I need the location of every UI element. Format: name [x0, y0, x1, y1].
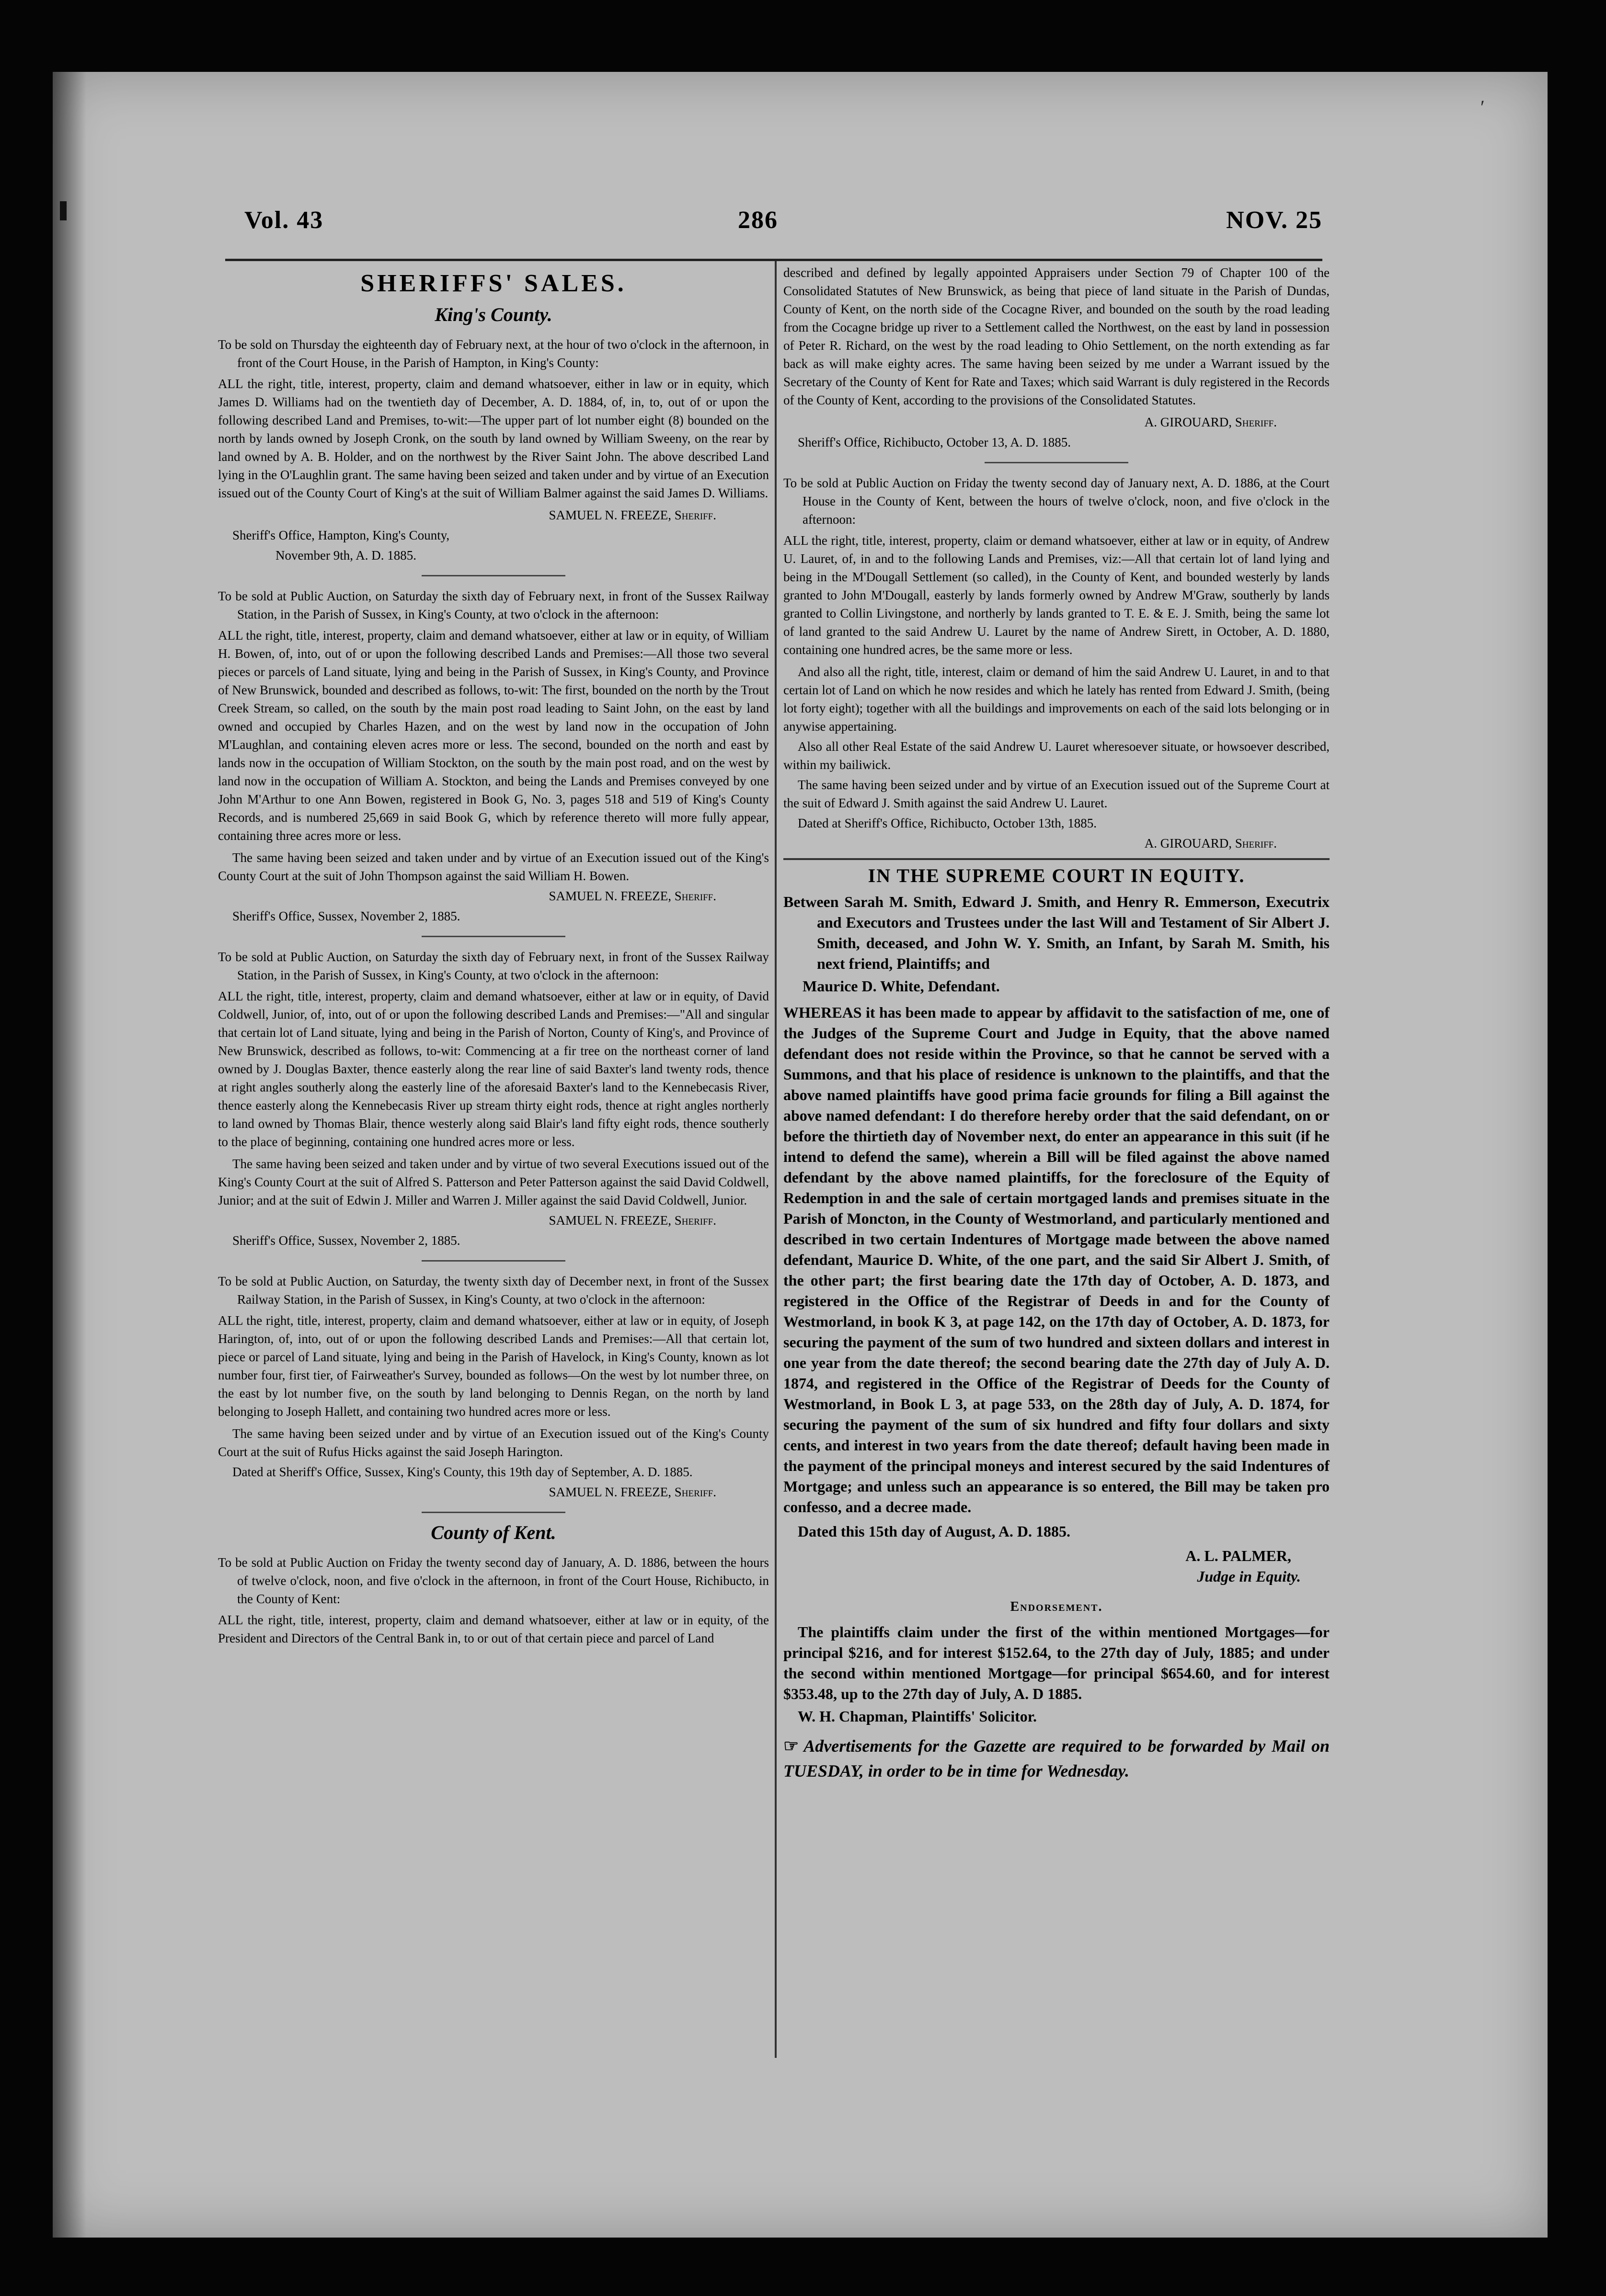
- page-corner-mark: ʹ: [1480, 96, 1485, 118]
- sale-3-intro: To be sold at Public Auction, on Saturday the sixth day of February next, in front of the Sussex Railway Station, in the Parish of Sussex, in King's County, at two o'clock in the afternoon:: [218, 950, 769, 982]
- divider-rule: [422, 575, 565, 576]
- sale-2-seized: The same having been seized and taken under and by virtue of an Execution issued out of the King's County Court at the suit of John Thompson against the said William H. Bowen.: [218, 850, 769, 883]
- sale-4-body: ALL the right, title, interest, property, claim and demand whatsoever, either at law or in equity, of Joseph Harington, of, into, out of or upon the following described Lands and Premises:—All that certain lot, piece or parcel of Land situate, lying and being in the Parish of Havelock, in King's County, known as lot number four, first tier, of Fairweather's Survey, bounded as follows—On the west by lot number three, on the east by lot number five, on the south by land belonging to Dennis Regan, on the north by land belonging to Joseph Hallett, and containing two hundred acres more or less.: [218, 1313, 769, 1419]
- court-notice-rule: [783, 858, 1330, 860]
- column-divider: [775, 261, 777, 2058]
- divider-rule: [422, 936, 565, 937]
- kent-sale-2-seized: The same having been seized under and by virtue of an Execution issued out of the Supreme Court at the suit of Edward J. Smith against the said Andrew U. Lauret.: [783, 778, 1330, 810]
- sale-1-signature: SAMUEL N. FREEZE, Sheriff.: [549, 508, 716, 522]
- header-rule: [225, 259, 1322, 261]
- kent-sale-2-also-2: Also all other Real Estate of the said Andrew U. Lauret wheresoever situate, or howsoever described, within my bailiwick.: [783, 739, 1330, 772]
- left-column: [218, 264, 769, 1651]
- sale-4-signature: SAMUEL N. FREEZE, Sheriff.: [549, 1485, 716, 1499]
- kent-sale-2-dated: Dated at Sheriff's Office, Richibucto, October 13th, 1885.: [798, 816, 1097, 830]
- divider-rule: [422, 1260, 565, 1262]
- kent-sale-2-signature: A. GIROUARD, Sheriff.: [1144, 836, 1277, 850]
- advert-text: Advertisements for the Gazette are required to be forwarded by Mail on TUESDAY, in order to be in time for Wednesday.: [783, 1736, 1330, 1780]
- kent-sale-1-intro: To be sold at Public Auction on Friday the twenty second day of January, A. D. 1886, between the hours of twelve o'clock, noon, and five o'clock in the afternoon, in front of the Court House, Richibucto, in the County of Kent:: [218, 1555, 769, 1606]
- sale-2-intro: To be sold at Public Auction, on Saturday the sixth day of February next, in front of the Sussex Railway Station, in the Parish of Sussex, in King's County, at two o'clock in the afternoon:: [218, 589, 769, 621]
- judge-name: A. L. PALMER,: [1185, 1547, 1291, 1564]
- pointing-hand-icon: ☞: [783, 1736, 799, 1756]
- sale-2-signature: SAMUEL N. FREEZE, Sheriff.: [549, 889, 716, 903]
- kent-sale-1-continued: described and defined by legally appointed Appraisers under Section 79 of Chapter 100 of the Consolidated Statutes of New Brunswick, as being that piece of land situate in the Parish of Dundas, County of Kent, on the north side of the Cocagne River, and bounded on the south by the road leading from the Cocagne bridge up river to a Settlement called the Northwest, on the east by land in possession of Peter R. Richard, on the west by the road leading to Ohio Settlement, on the north extending as far back as will make eighty acres. The same having been seized by me under a Warrant issued by the Secretary of the County of Kent for Rate and Taxes; which said Warrant is duly registered in the Records of the County of Kent, according to the provisions of the Consolidated Statutes.: [783, 265, 1330, 407]
- kings-county-heading: King's County.: [435, 304, 552, 325]
- kent-sale-1-body: ALL the right, title, interest, property, claim and demand whatsoever, either at law or in equity, of the President and Directors of the Central Bank in, to or out of that certain piece and parcel of Land: [218, 1613, 769, 1645]
- judge-title: Judge in Equity.: [1197, 1568, 1301, 1585]
- court-defendant: Maurice D. White, Defendant.: [803, 977, 1000, 995]
- sale-1-office: Sheriff's Office, Hampton, King's County,: [232, 528, 450, 542]
- right-column: [783, 264, 1330, 1783]
- kent-sale-2-body: ALL the right, title, interest, property, claim or demand whatsoever, either at law or in equity, of Andrew U. Lauret, of, in and to the following Lands and Premises, viz:—All that certain lot of land lying and being in the M'Dougall Settlement (so called), in the County of Kent, and bounded westerly by lands granted to John M'Dougall, easterly by lands formerly owned by Andrew M'Graw, southerly by lands granted to Collin Livingstone, and northerly by lands granted to T. E. & E. J. Smith, being the same lot of land granted to the said Andrew U. Lauret by the name of Andrew Sirett, in October, A. D. 1880, containing one hundred acres, be the same more or less.: [783, 533, 1330, 657]
- court-parties: Between Sarah M. Smith, Edward J. Smith, and Henry R. Emmerson, Executrix and Executors and Trustees under the last Will and Testament of Sir Albert J. Smith, deceased, and John W. Y. Smith, an Infant, by Sarah M. Smith, his next friend, Plaintiffs; and: [783, 893, 1330, 972]
- page-number: 286: [738, 207, 778, 234]
- kent-county-heading: County of Kent.: [431, 1522, 556, 1543]
- sale-3-body: ALL the right, title, interest, property, claim and demand whatsoever, either at law or in equity, of David Coldwell, Junior, of, into, out of or upon the following described Lands and Premises:—"All and singular that certain lot of Land situate, lying and being in the Parish of Norton, County of King's, and Province of New Brunswick, described as follows, to-wit: Commencing at a fir tree on the northeast corner of land owned by J. Douglas Baxter, thence easterly along the rear line of said Baxter's land twenty rods, thence at right angles southerly along the easterly line of the aforesaid Baxter's land to the Kennebecasis River, thence easterly along the Kennebecasis River up stream thirty eight rods, thence at right angles northerly to land owned by Thomas Blair, thence westerly along said Blair's land fifty eight rods, thence southerly to the place of beginning, containing one hundred acres more or less.: [218, 989, 769, 1149]
- sale-1-date: November 9th, A. D. 1885.: [275, 548, 416, 563]
- margin-mark: [60, 201, 67, 220]
- sale-4-seized: The same having been seized under and by virtue of an Execution issued out of the King's County Court at the suit of Rufus Hicks against the said Joseph Harington.: [218, 1426, 769, 1459]
- kent-sale-1-date: Sheriff's Office, Richibucto, October 13, A. D. 1885.: [798, 435, 1071, 449]
- kent-sale-2-intro: To be sold at Public Auction on Friday the twenty second day of January next, A. D. 1886, at the Court House in the County of Kent, between the hours of twelve o'clock, noon, and five o'clock in the afternoon:: [783, 476, 1330, 527]
- endorsement-heading: Endorsement.: [1010, 1599, 1103, 1614]
- sale-3-seized: The same having been seized and taken under and by virtue of two several Executions issued out of the King's County Court at the suit of Alfred S. Patterson and Peter Patterson against the said David Coldwell, Junior; and at the suit of Edwin J. Miller and Warren J. Miller against the said David Coldwell, Junior.: [218, 1157, 769, 1207]
- sale-1-body: ALL the right, title, interest, property, claim and demand whatsoever, either in law or in equity, which James D. Williams had on the twentieth day of December, A. D. 1884, of, in, to, out of or upon the following described Land and Premises, to-wit:—The upper part of lot number eight (8) bounded on the north by lands owned by Joseph Cronk, on the south by land owned by William Sweeny, on the rear by land owned by A. B. Holder, and on the northwest by the River Saint John. The above described Land lying in the O'Laughlin grant. The same having been seized and taken under and by virtue of an Execution issued out of the County Court of King's at the suit of William Balmer against the said James D. Williams.: [218, 377, 769, 500]
- sale-1-intro: To be sold on Thursday the eighteenth day of February next, at the hour of two o'clock in the afternoon, in front of the Court House, in the Parish of Hampton, in King's County:: [218, 337, 769, 370]
- sale-3-signature: SAMUEL N. FREEZE, Sheriff.: [549, 1213, 716, 1228]
- gazette-advert-notice: [783, 1733, 1330, 1783]
- court-notice-heading: IN THE SUPREME COURT IN EQUITY.: [868, 865, 1245, 886]
- endorsement-text: The plaintiffs claim under the first of the within mentioned Mortgages—for principal $216, and for interest $152.64, to the 27th day of July, 1885; and under the second within mentioned Mortgage—for principal $654.60, and for interest $353.48, up to the 27th day of July, A. D 1885.: [783, 1623, 1330, 1702]
- kent-sale-2-also-1: And also all the right, title, interest, claim or demand of him the said Andrew U. Lauret, in and to that certain lot of Land on which he now resides and which he lately has rented from Edward J. Smith, (being lot forty eight); together with all the buildings and improvements on each of the said lots belonging or in anywise appertaining.: [783, 665, 1330, 734]
- kent-sale-1-signature: A. GIROUARD, Sheriff.: [1144, 415, 1277, 429]
- issue-date: NOV. 25: [1226, 207, 1322, 234]
- court-dated: Dated this 15th day of August, A. D. 1885.: [798, 1523, 1070, 1540]
- sale-4-dated: Dated at Sheriff's Office, Sussex, King's County, this 19th day of September, A. D. 1885.: [232, 1465, 693, 1479]
- sale-4-intro: To be sold at Public Auction, on Saturday, the twenty sixth day of December next, in front of the Sussex Railway Station, in the Parish of Sussex, in King's County, at two o'clock in the afternoon:: [218, 1274, 769, 1307]
- court-notice: [783, 892, 1330, 1727]
- court-order-text: WHEREAS it has been made to appear by affidavit to the satisfaction of me, one of the Judges of the Supreme Court and Judge in Equity, that the above named defendant does not reside within the Province, so that he cannot be served with a Summons, and that his place of residence is unknown to the plaintiffs, and that the above named plaintiffs have good prima facie grounds for filing a Bill against the above named defendant: I do therefore hereby order that the said defendant, on or before the thirtieth day of November next, do enter an appearance in this suit (if he intend to defend the same), wherein a Bill will be filed against the above named defendant by the above named plaintiffs, for the foreclosure of the Equity of Redemption in and the sale of certain mortgaged lands and premises situate in the Parish of Moncton, in the County of Westmorland, and particularly mentioned and described in two certain Indentures of Mortgage made between the above named defendant, Maurice D. White, of the one part, and the said Sir Albert J. Smith, of the other part; the first bearing date the 17th day of October, A. D. 1873, and registered in the Office of the Registrar of Deeds in and for the County of Westmorland, in book K 3, at page 142, on the 17th day of October, A. D. 1873, for securing the payment of the sum of two hundred and sixteen dollars and interest in one year from the date thereof; the second bearing date the 27th day of July A. D. 1874, and registered in the Office of the Registrar of Deeds for the County of Westmorland, in Book L 3, at page 533, on the 28th day of July, A. D. 1874, for securing the payment of the sum of six hundred and fifty four dollars and sixty cents, and interest in two years from the date thereof; default having been made in the payment of the principal moneys and interest secured by the said Indentures of Mortgage; and unless such an appearance is so entered, the Bill may be taken pro confesso, and a decree made.: [783, 1004, 1330, 1515]
- binding-shadow: [53, 72, 86, 2238]
- volume-number: Vol. 43: [244, 207, 324, 234]
- sale-2-date: Sheriff's Office, Sussex, November 2, 1885.: [232, 909, 460, 923]
- page-header: [244, 206, 1322, 259]
- divider-rule: [422, 1512, 565, 1513]
- sale-3-date: Sheriff's Office, Sussex, November 2, 1885.: [232, 1233, 460, 1248]
- sale-2-body: ALL the right, title, interest, property, claim and demand whatsoever, either at law or in equity, of William H. Bowen, of, into, out of or upon the following described Lands and Premises:—All those two several pieces or parcels of Land situate, lying and being in the Parish of Sussex, in King's County, and Province of New Brunswick, bounded and described as follows, to-wit: The first, bounded on the north by the Trout Creek Stream, so called, on the south by the main post road leading to Saint John, on the east by land owned and occupied by Charles Hazen, and on the west by land now in the occupation of John M'Laughlan, and containing eleven acres more or less. The second, bounded on the north and east by lands now in the occupation of William Stockton, on the south by the main post road, and on the west by land now in the occupation of William A. Stockton, and being the Lands and Premises conveyed by one John M'Arthur to one Ann Bowen, registered in Book G, No. 3, pages 518 and 519 of King's County Records, and is numbered 25,669 in said Book G, which by reference thereto will more fully appear, containing three acres more or less.: [218, 628, 769, 843]
- divider-rule: [985, 462, 1128, 463]
- solicitor-line: W. H. Chapman, Plaintiffs' Solicitor.: [798, 1708, 1037, 1725]
- section-title: SHERIFFS' SALES.: [360, 270, 627, 297]
